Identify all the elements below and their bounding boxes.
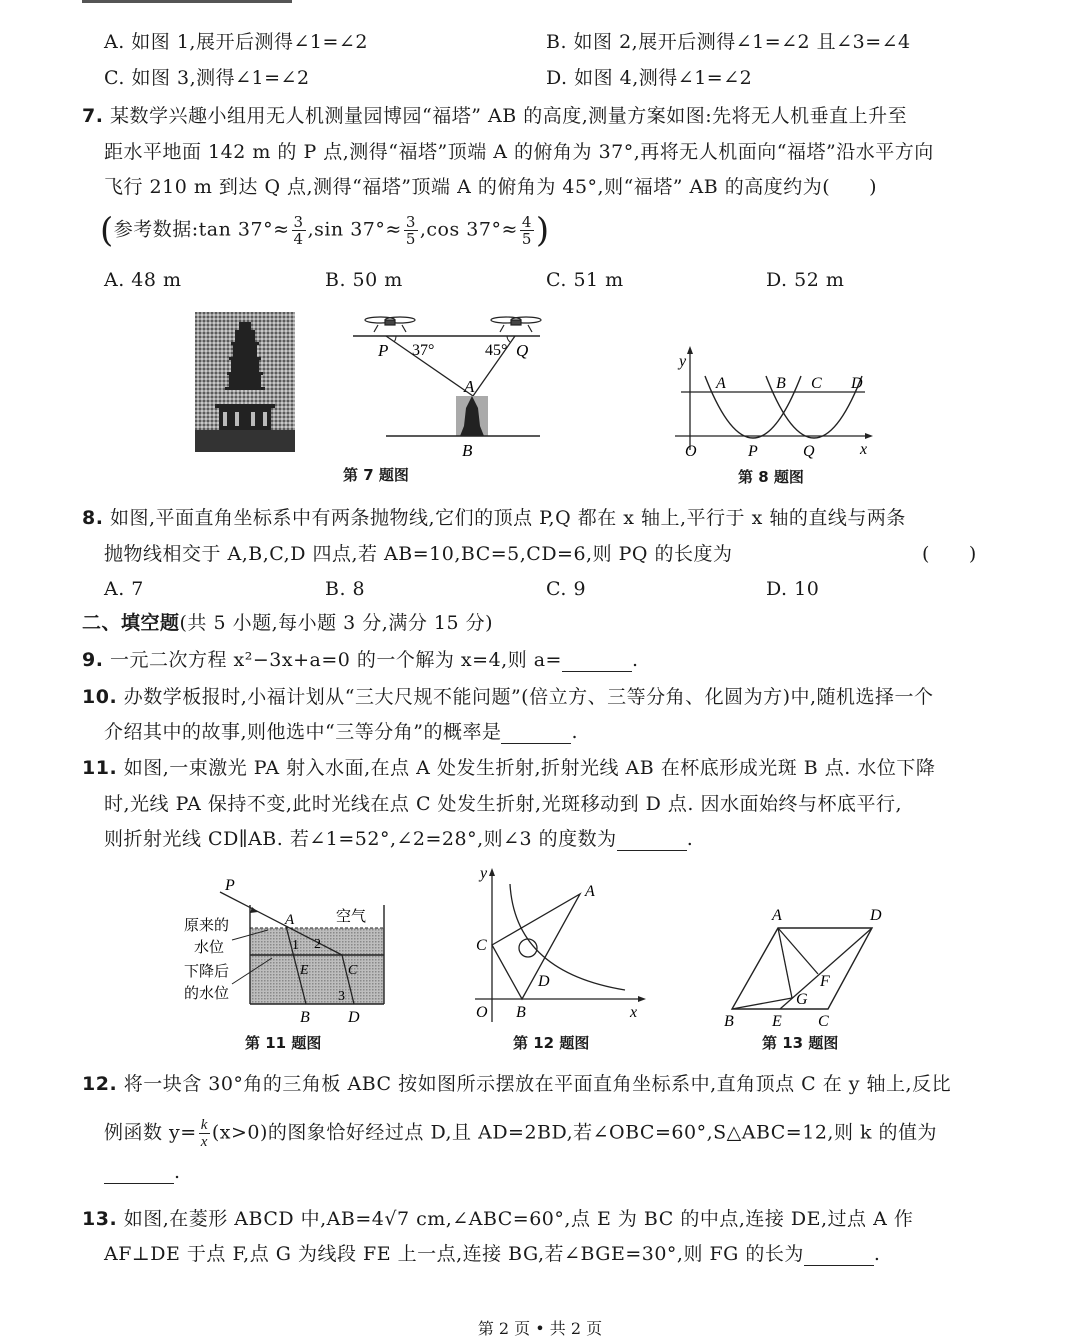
top-edge-rule xyxy=(82,0,292,3)
section-note: (共 5 小题,每小题 3 分,满分 15 分) xyxy=(179,612,494,634)
label-angle-2: 2 xyxy=(314,937,321,952)
label-c: C xyxy=(476,937,487,954)
q12-text-2a: 例函数 y= xyxy=(104,1121,197,1144)
tan-fraction xyxy=(292,214,306,247)
label-origin: O xyxy=(685,443,697,460)
q11-line2: 时,光线 PA 保持不变,此时光线在点 C 处发生折射,光斑移动到 D 点. 因水面始终与杯底平行, xyxy=(104,793,903,815)
tower-photo xyxy=(195,312,295,452)
q9-line xyxy=(82,648,639,672)
figure-8-caption: 第 8 题图 xyxy=(738,468,804,486)
ref-tan-label: 参考数据:tan 37°≈ xyxy=(113,218,290,241)
q7-option-a: A. 48 m xyxy=(104,269,182,291)
label-y-axis: y xyxy=(679,353,687,370)
label-lowered-level-1: 下降后 xyxy=(184,962,230,980)
label-angle-37: 37° xyxy=(412,342,435,359)
label-q: Q xyxy=(516,341,529,360)
q6-option-b: B. 如图 2,展开后测得∠1=∠2 且∠3=∠4 xyxy=(546,31,911,53)
frac-den: x xyxy=(200,1134,208,1150)
q13-line2 xyxy=(104,1242,880,1266)
q9-number: 9. xyxy=(82,649,104,671)
q12-line2 xyxy=(104,1117,937,1150)
q9-text: 一元二次方程 x²−3x+a=0 的一个解为 x=4,则 a= xyxy=(110,649,562,671)
frac-den: 5 xyxy=(405,230,416,248)
q12-number: 12. xyxy=(82,1073,118,1095)
frac-num: 3 xyxy=(405,213,416,231)
frac-den: 4 xyxy=(293,230,304,248)
q8-option-d: D. 10 xyxy=(766,578,820,600)
label-b: B xyxy=(300,1009,310,1022)
figure-13-caption: 第 13 题图 xyxy=(762,1034,839,1052)
section-title: 二、填空题 xyxy=(82,612,180,634)
q12-answer-blank[interactable] xyxy=(104,1165,174,1184)
label-e: E xyxy=(772,1013,782,1028)
q7-number: 7. xyxy=(82,105,104,127)
label-q: Q xyxy=(803,443,815,460)
q7-line3: 飞行 210 m 到达 Q 点,测得“福塔”顶端 A 的俯角为 45°,则“福塔” AB 的高度约为( ) xyxy=(104,176,878,198)
q13-line1 xyxy=(82,1207,913,1231)
q12-line1 xyxy=(82,1072,951,1096)
q10-text-2: 介绍其中的故事,则他选中“三等分角”的概率是 xyxy=(104,721,502,743)
label-angle-45: 45° xyxy=(485,342,508,359)
figure-7-caption: 第 7 题图 xyxy=(343,466,409,484)
section-2-heading xyxy=(82,611,493,635)
q8-option-c: C. 9 xyxy=(546,578,587,600)
q13-text-2: AF⊥DE 于点 F,点 G 为线段 FE 上一点,连接 BG,若∠BGE=30°,则 FG 的长为 xyxy=(104,1243,804,1265)
label-c: C xyxy=(811,375,822,392)
label-y-axis: y xyxy=(480,865,488,882)
q9-answer-blank[interactable] xyxy=(562,653,632,672)
frac-num: 3 xyxy=(293,213,304,231)
label-d: D xyxy=(870,907,882,924)
q11-text-3: 则折射光线 CD∥AB. 若∠1=52°,∠2=28°,则∠3 的度数为 xyxy=(104,828,617,850)
q8-line2: 抛物线相交于 A,B,C,D 四点,若 AB=10,BC=5,CD=6,则 PQ 的长度为 xyxy=(104,543,733,565)
q13-number: 13. xyxy=(82,1208,118,1230)
label-b: B xyxy=(776,375,786,392)
q10-text-1: 办数学板报时,小福计划从“三大尺规不能问题”(倍立方、三等分角、化圆为方)中,随机选择一个 xyxy=(123,686,934,708)
q10-answer-blank[interactable] xyxy=(501,725,571,744)
label-c: C xyxy=(348,963,358,978)
drone-p-icon xyxy=(365,317,415,332)
q6-option-d: D. 如图 4,测得∠1=∠2 xyxy=(546,67,753,89)
label-e: E xyxy=(300,963,309,978)
figure-13-diagram xyxy=(720,900,890,1028)
drone-q-icon xyxy=(491,317,541,332)
figure-11-diagram xyxy=(180,872,420,1022)
q8-text-1: 如图,平面直角坐标系中有两条抛物线,它们的顶点 P,Q 都在 x 轴上,平行于 x 轴的直线与两条 xyxy=(110,507,906,529)
q13-text-1: 如图,在菱形 ABCD 中,AB=4√7 cm,∠ABC=60°,点 E 为 BC 的中点,连接 DE,过点 A 作 xyxy=(123,1208,914,1230)
label-d: D xyxy=(538,973,550,990)
q11-line1 xyxy=(82,756,935,780)
label-x-axis: x xyxy=(860,441,868,458)
right-paren: ) xyxy=(535,210,550,251)
cos-fraction xyxy=(520,214,534,247)
label-c: C xyxy=(818,1013,829,1028)
q7-line1 xyxy=(82,104,907,128)
period: . xyxy=(686,828,694,850)
q8-answer-paren: ( ) xyxy=(922,543,977,565)
figure-7-diagram xyxy=(350,308,550,468)
label-a: A xyxy=(772,907,782,924)
label-origin: O xyxy=(476,1004,488,1021)
label-d: D xyxy=(851,375,863,392)
q11-number: 11. xyxy=(82,757,118,779)
q7-option-b: B. 50 m xyxy=(325,269,403,291)
label-p: P xyxy=(378,341,389,360)
q11-line3 xyxy=(104,827,693,851)
ref-cos-label: ,cos 37°≈ xyxy=(419,218,518,241)
label-b: B xyxy=(724,1013,734,1028)
q10-number: 10. xyxy=(82,686,118,708)
frac-num: k xyxy=(200,1117,208,1133)
q8-line1 xyxy=(82,506,906,530)
figure-12-caption: 第 12 题图 xyxy=(513,1034,590,1052)
period: . xyxy=(873,1243,881,1265)
q6-option-a: A. 如图 1,展开后测得∠1=∠2 xyxy=(104,31,368,53)
q7-text-1: 某数学兴趣小组用无人机测量园博园“福塔” AB 的高度,测量方案如图:先将无人机垂直上升至 xyxy=(110,105,908,127)
q11-text-1: 如图,一束激光 PA 射入水面,在点 A 处发生折射,折射光线 AB 在杯底形成光斑 B 点. 水位下降 xyxy=(123,757,936,779)
q8-option-b: B. 8 xyxy=(325,578,366,600)
label-original-level-2: 水位 xyxy=(194,938,225,956)
label-p: P xyxy=(225,877,235,894)
q8-option-a: A. 7 xyxy=(104,578,144,600)
q7-option-c: C. 51 m xyxy=(546,269,624,291)
period: . xyxy=(631,649,639,671)
label-p: P xyxy=(748,443,758,460)
q12-text-1: 将一块含 30°角的三角板 ABC 按如图所示摆放在平面直角坐标系中,直角顶点 C 在 y 轴上,反比 xyxy=(123,1073,952,1095)
label-d: D xyxy=(348,1009,360,1022)
label-angle-3: 3 xyxy=(338,989,345,1004)
q6-option-c: C. 如图 3,测得∠1=∠2 xyxy=(104,67,310,89)
q7-line2: 距水平地面 142 m 的 P 点,测得“福塔”顶端 A 的俯角为 37°,再将无人机面向“福塔”沿水平方向 xyxy=(104,141,934,163)
label-air: 空气 xyxy=(336,907,367,925)
q13-answer-blank[interactable] xyxy=(804,1247,874,1266)
q7-option-d: D. 52 m xyxy=(766,269,845,291)
figure-8-diagram xyxy=(675,340,880,465)
q12-text-2b: (x>0)的图象恰好经过点 D,且 AD=2BD,若∠OBC=60°,S△ABC=12,则 k 的值为 xyxy=(211,1121,938,1144)
q10-line2 xyxy=(104,720,578,744)
label-g: G xyxy=(796,991,808,1008)
label-lowered-level-2: 的水位 xyxy=(184,984,230,1002)
q7-reference-data xyxy=(100,210,550,251)
figure-12-diagram xyxy=(470,862,650,1027)
label-a: A xyxy=(464,377,475,396)
period: . xyxy=(174,1161,181,1183)
label-b: B xyxy=(516,1004,526,1021)
period: . xyxy=(571,721,579,743)
label-a: A xyxy=(285,912,295,928)
k-over-x-fraction xyxy=(199,1117,210,1150)
page-footer: 第 2 页 • 共 2 页 xyxy=(477,1319,603,1338)
label-original-level-1: 原来的 xyxy=(184,916,230,934)
frac-den: 5 xyxy=(521,230,532,248)
ref-sin-label: ,sin 37°≈ xyxy=(307,218,402,241)
label-f: F xyxy=(820,973,830,990)
label-angle-1: 1 xyxy=(292,938,299,953)
q12-line3 xyxy=(104,1160,181,1184)
sin-fraction xyxy=(404,214,418,247)
left-paren: ( xyxy=(100,210,114,251)
label-a: A xyxy=(585,883,595,900)
label-b: B xyxy=(462,441,473,460)
q10-line1 xyxy=(82,685,934,709)
q11-answer-blank[interactable] xyxy=(617,832,687,851)
figure-11-caption: 第 11 题图 xyxy=(245,1034,322,1052)
q8-number: 8. xyxy=(82,507,104,529)
label-x-axis: x xyxy=(630,1004,638,1021)
label-a: A xyxy=(716,375,726,392)
frac-num: 4 xyxy=(521,213,532,231)
